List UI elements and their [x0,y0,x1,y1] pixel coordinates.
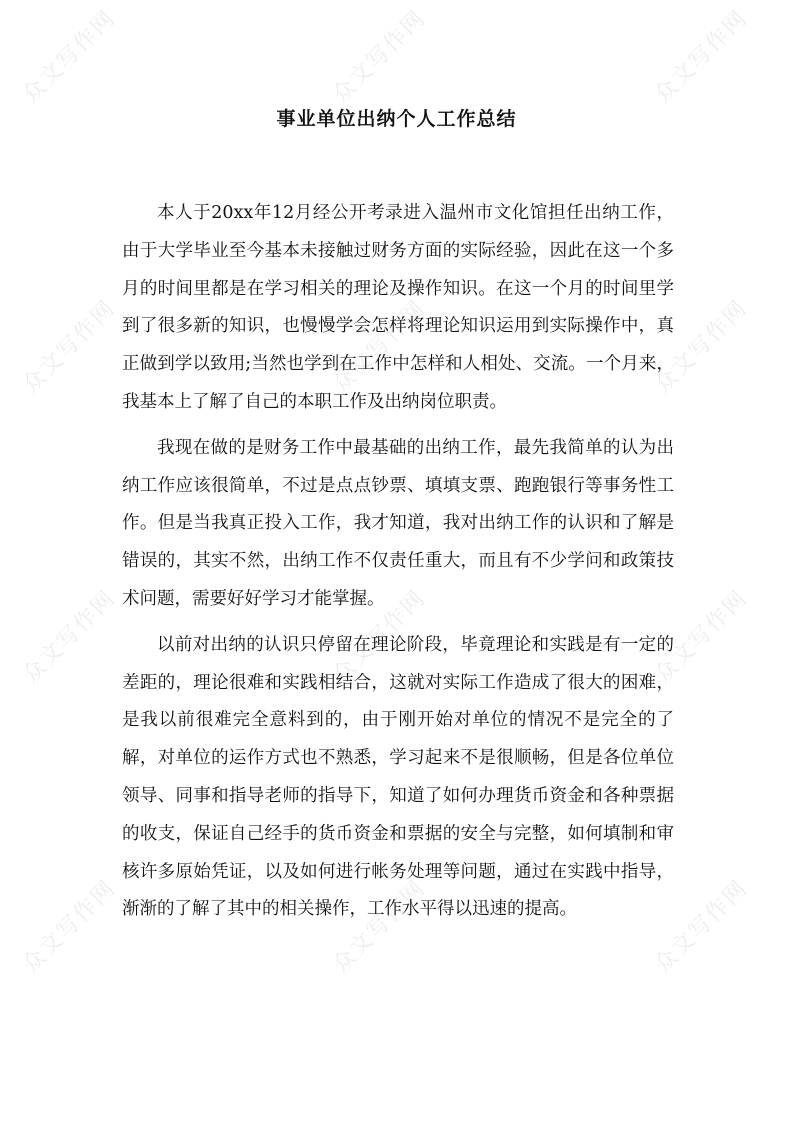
watermark-text: 众文写作网 [18,585,121,689]
watermark-text: 众文写作网 [18,5,121,109]
paragraph: 本人于20xx年12月经公开考录进入温州市文化馆担任出纳工作，由于大学毕业至今基本未接触过财务方面的实际经验，因此在这一个多月的时间里都是在学习相关的理论及操作知识。在这一个月的时间里学到了很多新的知识，也慢慢学会怎样将理论知识运用到实际操作中，真正做到学以致用;当然也学到在工作中怎样和人相处、交流。一个月来，我基本上了解了自己的本职工作及出纳岗位职责。 [122,203,674,412]
watermark-text: 众文写作网 [328,295,431,399]
watermark-text: 众文写作网 [18,875,121,979]
watermark-text: 众文写作网 [328,5,431,109]
watermark-text: 众文写作网 [328,585,431,689]
watermark-text: 众文写作网 [650,875,753,979]
watermark-text: 众文写作网 [650,585,753,689]
paragraph: 我现在做的是财务工作中最基础的出纳工作，最先我简单的认为出纳工作应该很简单，不过是点点钞票、填填支票、跑跑银行等事务性工作。但是当我真正投入工作，我才知道，我对出纳工作的认识和了解是错误的，其实不然，出纳工作不仅责任重大，而且有不少学问和政策技术问题，需要好好学习才能掌握。 [122,437,674,609]
document-title: 事业单位出纳个人工作总结 [276,108,517,130]
document-body [122,195,674,937]
watermark-text: 众文写作网 [650,295,753,399]
paragraph: 以前对出纳的认识只停留在理论阶段，毕竟理论和实践是有一定的差距的，理论很难和实践相结合，这就对实际工作造成了很大的困难，是我以前很难完全意料到的，由于刚开始对单位的情况不是完全的了解，对单位的运作方式也不熟悉，学习起来不是很顺畅，但是各位单位领导、同事和指导老师的指导下，知道了如何办理货币资金和各种票据的收支，保证自己经手的货币资金和票据的安全与完整，如何填制和审核许多原始凭证，以及如何进行帐务处理等问题，通过在实践中指导，渐渐的了解了其中的相关操作，工作水平得以迅速的提高。 [122,634,674,920]
watermark-text: 众文写作网 [328,875,431,979]
watermark-text: 众文写作网 [650,5,753,109]
watermark-text: 众文写作网 [18,295,121,399]
